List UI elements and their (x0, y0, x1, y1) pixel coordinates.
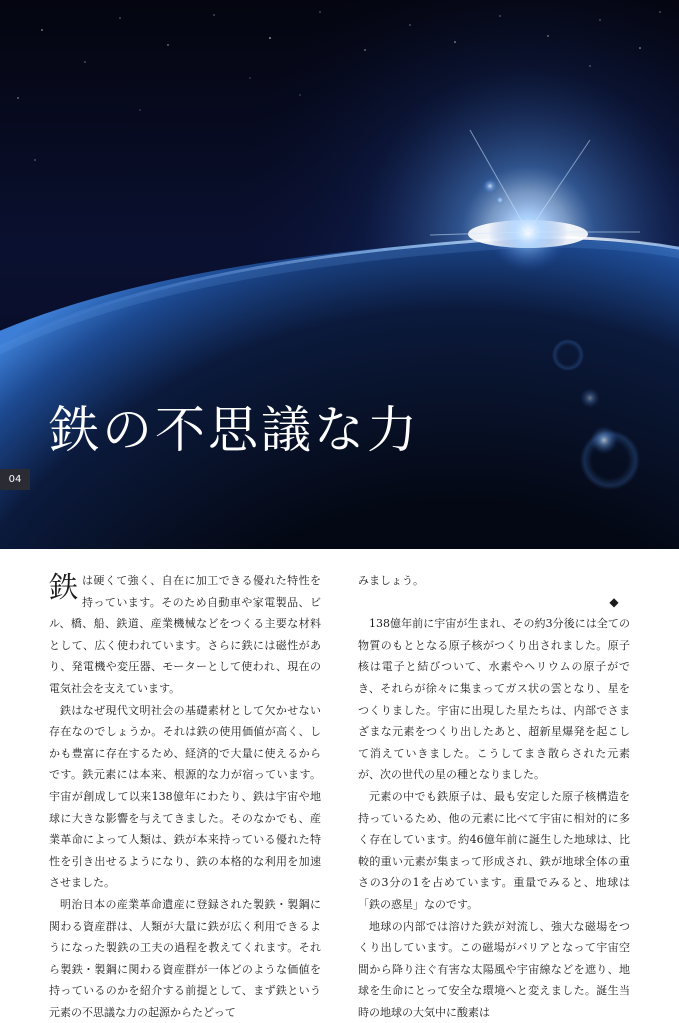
page-title: 鉄の不思議な力 (49, 405, 420, 455)
body-paragraph: 138億年前に宇宙が生まれ、その約3分後には全ての物質のもととなる原子核がつくり出されました。原子核は電子と結びついて、水素やヘリウムの原子ができ、それらが徐々に集まってガス状の雲となり、星をつくりました。宇宙に出現した星たちは、内部でさまざまな元素をつくり出したあと、超新星爆発を起こして消えていきました。こうしてまき散らされた元素が、次の世代の星の種となりました。 (358, 613, 630, 786)
body-column-left (49, 570, 321, 1023)
intro-paragraph (49, 570, 321, 700)
body-paragraph: 元素の中でも鉄原子は、最も安定した原子核構造を持っているため、他の元素に比べて宇宙に相対的に多く存在しています。約46億年前に誕生した地球は、比較的重い元素が集まって形成され、鉄が地球全体の重さの3分の1を占めています。重量でみると、地球は「鉄の惑星」なのです。 (358, 786, 630, 916)
drop-cap: 鉄 (49, 572, 78, 602)
body-paragraph-continued: みましょう。 (358, 570, 630, 592)
page-number: 04 (0, 469, 30, 490)
intro-paragraph-text: は硬くて強く、自在に加工できる優れた特性を持っています。そのため自動車や家電製品、ビル、橋、船、鉄道、産業機械などをつくる主要な材料として、広く使われています。さらに鉄には磁性があり、発電機や変圧器、モーターとして使われ、現在の電気社会を支えています。 (49, 574, 321, 695)
body-paragraph: 明治日本の産業革命遺産に登録された製鉄・製鋼に関わる資産群は、人類が大量に鉄が広く利用できるようになった製鉄の工夫の過程を教えてくれます。それら製鉄・製鋼に関わる資産群が一体どのような価値を持っているのかを紹介する前提として、まず鉄という元素の不思議な力の起源からたどって (49, 894, 321, 1023)
section-divider-diamond: ◆ (358, 592, 630, 614)
body-column-right (358, 570, 630, 1023)
body-paragraph: 地球の内部では溶けた鉄が対流し、強大な磁場をつくり出しています。この磁場がバリアとなって宇宙空間から降り注ぐ有害な太陽風や宇宙線などを遮り、地球を生命にとって安全な環境へと変えました。誕生当時の地球の大気中に酸素は (358, 916, 630, 1023)
body-paragraph: 鉄はなぜ現代文明社会の基礎素材として欠かせない存在なのでしょうか。それは鉄の使用価値が高く、しかも豊富に存在するため、経済的で大量に使えるからです。鉄元素には本来、根源的な力が宿っています。宇宙が創成して以来138億年にわたり、鉄は宇宙や地球に大きな影響を与えてきました。そのなかでも、産業革命によって人類は、鉄が本来持っている優れた特性を引き出せるようになり、鉄の本格的な利用を加速させました。 (49, 700, 321, 894)
